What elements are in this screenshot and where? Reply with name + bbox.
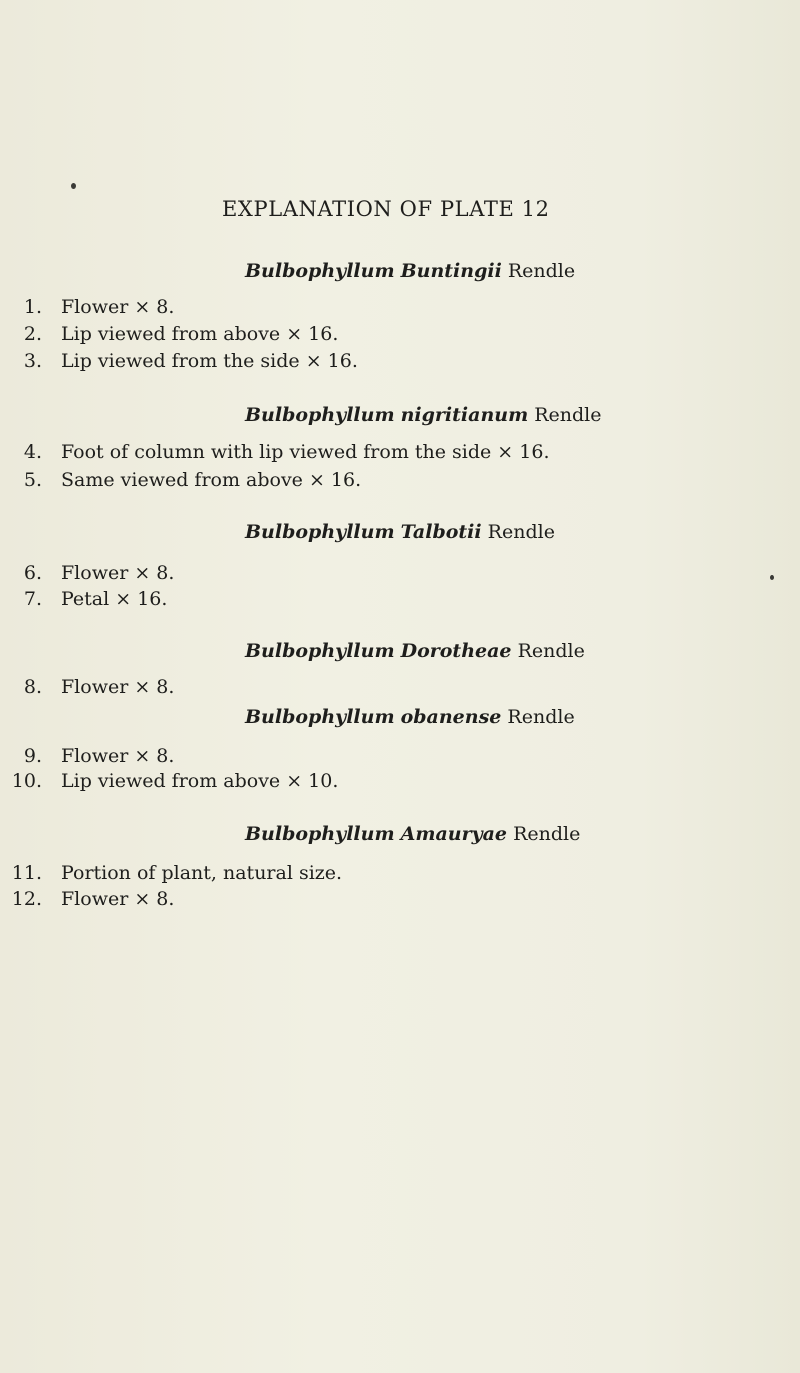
item-text: Portion of plant, natural size.: [61, 862, 343, 884]
item-number: 12.: [11, 888, 42, 910]
item-number: 5.: [23, 469, 42, 491]
author-name: Rendle: [534, 404, 602, 426]
item-text: Same viewed from above × 16.: [61, 469, 362, 491]
section-heading: [245, 823, 580, 845]
genus-name: Bulbophyllum: [245, 706, 395, 728]
genus-name: Bulbophyllum: [245, 521, 395, 543]
section-heading: [245, 260, 575, 282]
item-text: Foot of column with lip viewed from the side × 16.: [61, 441, 550, 463]
print-speck: [71, 183, 76, 189]
genus-name: Bulbophyllum: [245, 640, 395, 662]
species-name: Amauryae: [400, 823, 508, 845]
item-number: 9.: [23, 745, 42, 767]
species-name: nigritianum: [400, 404, 529, 426]
item-number: 11.: [11, 862, 42, 884]
author-name: Rendle: [507, 706, 575, 728]
item-text: Flower × 8.: [61, 745, 175, 767]
item-number: 4.: [23, 441, 42, 463]
item-number: 2.: [23, 323, 42, 345]
item-text: Lip viewed from above × 16.: [61, 323, 339, 345]
genus-name: Bulbophyllum: [245, 823, 395, 845]
species-name: Buntingii: [400, 260, 502, 282]
item-number: 6.: [23, 562, 42, 584]
species-name: obanense: [400, 706, 502, 728]
item-text: Flower × 8.: [61, 888, 175, 910]
section-heading: [245, 521, 555, 543]
print-speck: [770, 575, 774, 580]
item-text: Petal × 16.: [61, 588, 168, 610]
author-name: Rendle: [517, 640, 585, 662]
item-number: 1.: [23, 296, 42, 318]
item-text: Lip viewed from the side × 16.: [61, 350, 358, 372]
author-name: Rendle: [507, 260, 576, 282]
species-name: Dorotheae: [400, 640, 512, 662]
genus-name: Bulbophyllum: [245, 260, 395, 282]
item-text: Flower × 8.: [61, 296, 175, 318]
item-number: 8.: [23, 676, 42, 698]
item-text: Lip viewed from above × 10.: [61, 770, 339, 792]
section-heading: [245, 404, 602, 426]
item-number: 7.: [23, 588, 42, 610]
section-heading: [245, 640, 585, 662]
genus-name: Bulbophyllum: [245, 404, 395, 426]
page-title: EXPLANATION OF PLATE 12: [222, 197, 550, 221]
item-number: 10.: [11, 770, 42, 792]
author-name: Rendle: [487, 521, 555, 543]
item-number: 3.: [23, 350, 42, 372]
item-text: Flower × 8.: [61, 562, 175, 584]
species-name: Talbotii: [400, 521, 482, 543]
author-name: Rendle: [513, 823, 581, 845]
section-heading: [245, 706, 575, 728]
item-text: Flower × 8.: [61, 676, 175, 698]
